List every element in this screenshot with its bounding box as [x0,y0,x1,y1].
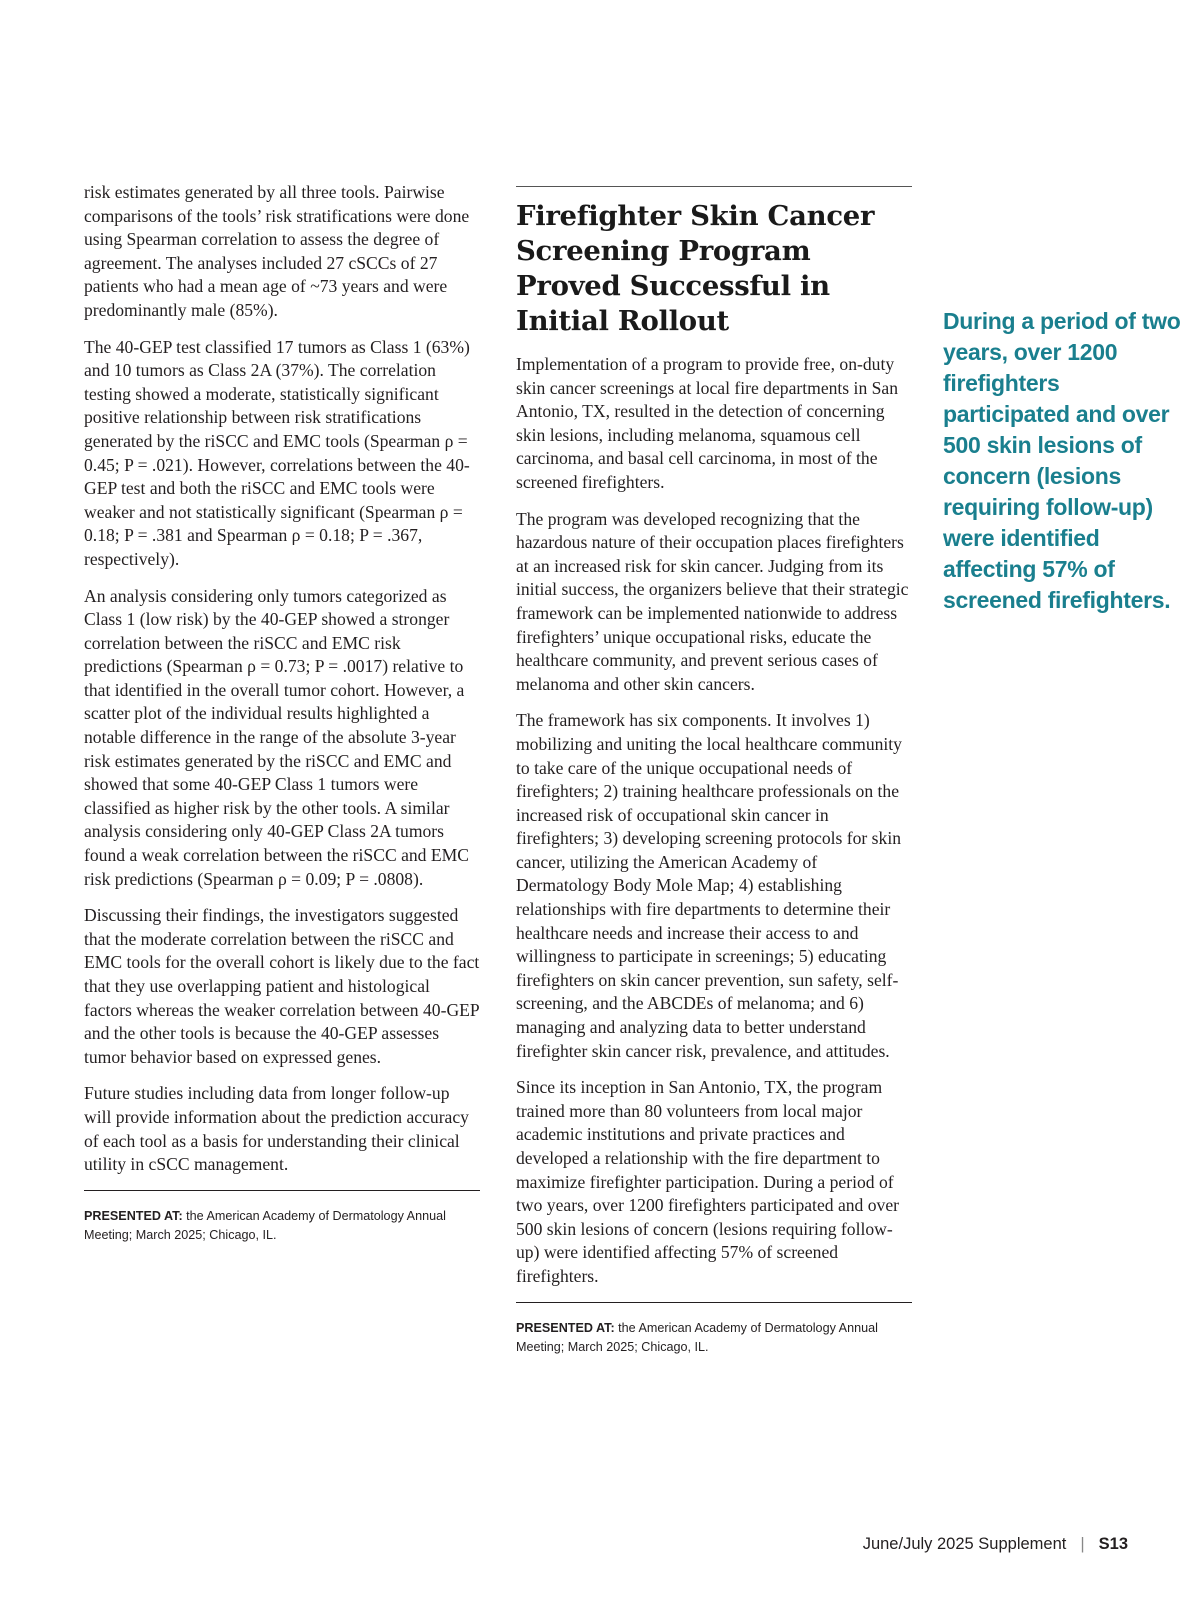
page-footer [863,1535,1128,1554]
issue-label: June/July 2025 Supplement [862,1535,1067,1553]
presented-at-note [516,1319,912,1357]
body-paragraph: Discussing their findings, the investigators suggested that the moderate correlation between the riSCC and EMC tools for the overall cohort is likely due to the fact that they use overlapping patient and histological factors whereas the weaker correlation between 40-GEP and the other tools is because the 40-GEP assesses tumor behavior based on expressed genes. [84,905,480,1067]
presented-at-text: the American Academy of Dermatology Annual Meeting; March 2025; Chicago, IL. [84,1208,446,1242]
presented-at-note [84,1207,480,1245]
article-column [516,186,912,1357]
presented-at-label: PRESENTED AT: [84,1208,183,1223]
body-paragraph: Since its inception in San Antonio, TX, the program trained more than 80 volunteers from local major academic institutions and private practices and developed a relationship with the fire department to maximize firefighter participation. During a period of two years, over 1200 firefighters participated and over 500 skin lesions of concern (lesions requiring follow-up) were identified affecting 57% of screened firefighters. [516,1077,900,1286]
body-paragraph: The 40-GEP test classified 17 tumors as Class 1 (63%) and 10 tumors as Class 2A (37%). The correlation testing showed a moderate, statistically significant positive relationship between risk stratifications generated by the riSCC and EMC tools (Spearman ρ = 0.45; P = .021). However, correlations between the 40-GEP test and both the riSCC and EMC tools were weaker and not statistically significant (Spearman ρ = 0.18; P = .381 and Spearman ρ = 0.18; P = .367, respectively). [84,336,470,569]
section-divider [516,1302,912,1303]
footer-separator: | [1080,1535,1085,1553]
section-divider [84,1190,480,1191]
presented-at-text: the American Academy of Dermatology Annual Meeting; March 2025; Chicago, IL. [516,1320,878,1354]
headline-top-rule [516,186,912,187]
body-paragraph: Future studies including data from longer follow-up will provide information about the prediction accuracy of each tool as a basis for understanding their clinical utility in cSCC management. [84,1083,469,1175]
body-paragraph: The program was developed recognizing that the hazardous nature of their occupation places firefighters at an increased risk for skin cancer. Judging from its initial success, the organizers believe that their strategic framework can be implemented nationwide to address firefighters’ unique occupational risks, educate the healthcare community, and prevent serious cases of melanoma and other skin cancers. [516,508,909,694]
body-paragraph: The framework has six components. It involves 1) mobilizing and uniting the local healthcare community to take care of the unique occupational needs of firefighters; 2) training healthcare professionals on the increased risk of occupational skin cancer in firefighters; 3) developing screening protocols for skin cancer, utilizing the American Academy of Dermatology Body Mole Map; 4) establishing relationships with fire departments to determine their healthcare needs and increase their access to and willingness to participate in screenings; 5) educating firefighters on skin cancer prevention, sun safety, self-screening, and the ABCDEs of melanoma; and 6) managing and analyzing data to better understand firefighter skin cancer risk, prevalence, and attitudes. [516,710,902,1061]
pull-quote: During a period of two years, over 1200 firefighters participated and over 500 skin lesions of concern (lesions requiring follow-up) were identified affecting 57% of screened firefighters. [943,308,1181,613]
article-headline: Firefighter Skin Cancer Screening Program Proved Successful in Initial Rollout [516,200,875,337]
presented-at-label: PRESENTED AT: [516,1320,615,1335]
body-paragraph: risk estimates generated by all three tools. Pairwise comparisons of the tools’ risk stratifications were done using Spearman correlation to assess the degree of agreement. The analyses included 27 cSCCs of 27 patients who had a mean age of ~73 years and were predominantly male (85%). [84,182,470,320]
body-paragraph: An analysis considering only tumors categorized as Class 1 (low risk) by the 40-GEP showed a stronger correlation between the riSCC and EMC risk predictions (Spearman ρ = 0.73; P = .0017) relative to that identified in the overall tumor cohort. However, a scatter plot of the individual results highlighted a notable difference in the range of the absolute 3-year risk estimates generated by the riSCC and EMC and showed that some 40-GEP Class 1 tumors were classified as higher risk by the other tools. A similar analysis considering only 40-GEP Class 2A tumors found a weak correlation between the riSCC and EMC risk predictions (Spearman ρ = 0.09; P = .0808). [84,585,470,889]
body-paragraph: Implementation of a program to provide free, on-duty skin cancer screenings at local fire departments in San Antonio, TX, resulted in the detection of concerning skin lesions, including melanoma, squamous cell carcinoma, and basal cell carcinoma, in most of the screened firefighters. [516,354,899,492]
left-column [84,181,480,1245]
page-number: S13 [1098,1535,1128,1553]
